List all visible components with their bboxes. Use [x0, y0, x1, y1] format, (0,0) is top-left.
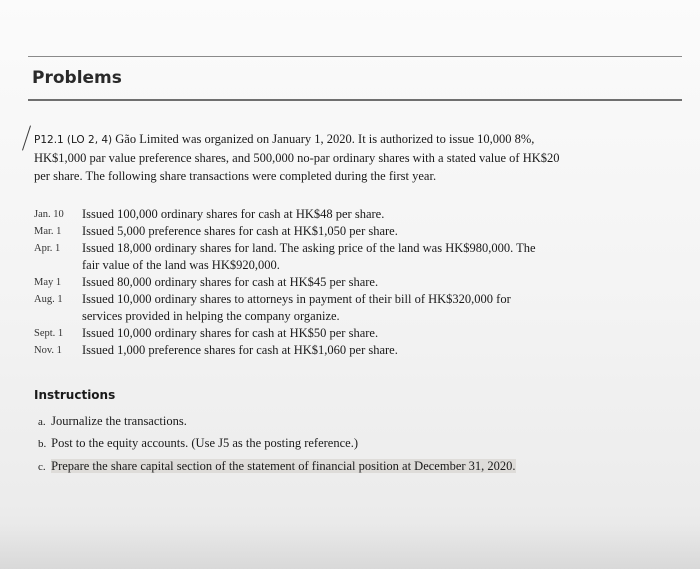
transaction-row: [34, 274, 674, 291]
transaction-row: [34, 342, 674, 359]
problem-text-3: per share. The following share transactions were completed during the first year.: [34, 169, 437, 183]
problem-statement: [34, 130, 674, 185]
transaction-description: [82, 342, 674, 359]
top-rule: [28, 56, 682, 57]
transaction-line: fair value of the land was HK$920,000.: [82, 258, 280, 272]
transaction-description: [82, 206, 674, 223]
transaction-row: [34, 206, 674, 223]
problem-text-2: HK$1,000 par value preference shares, and 500,000 no-par ordinary shares with a stated value of HK$20: [34, 151, 560, 165]
transaction-line: services provided in helping the company organize.: [82, 309, 340, 323]
transaction-row: [34, 291, 674, 325]
photo-shadow: [0, 523, 700, 569]
transaction-row: [34, 325, 674, 342]
instruction-item: [38, 459, 678, 474]
instruction-letter: b.: [38, 438, 47, 450]
instruction-text: Prepare the share capital section of the statement of financial position at December 31, 2020.: [51, 459, 516, 473]
transaction-description: [82, 240, 674, 274]
transaction-row: [34, 223, 674, 240]
instructions-title: Instructions: [34, 388, 116, 402]
pen-mark: [22, 125, 31, 150]
transaction-line: Issued 10,000 ordinary shares to attorneys in payment of their bill of HK$320,000 for: [82, 292, 511, 306]
transaction-line: Issued 80,000 ordinary shares for cash at HK$45 per share.: [82, 275, 379, 289]
transaction-date: Nov. 1: [34, 345, 62, 356]
heading-rule: [28, 99, 682, 101]
transaction-description: [82, 223, 674, 240]
transaction-date: Mar. 1: [34, 226, 62, 237]
transaction-row: [34, 240, 674, 274]
instruction-item: [38, 414, 678, 429]
instruction-text: Post to the equity accounts. (Use J5 as the posting reference.): [51, 436, 358, 450]
transaction-line: Issued 18,000 ordinary shares for land. The asking price of the land was HK$980,000. The: [82, 241, 536, 255]
transaction-line: Issued 1,000 preference shares for cash at HK$1,060 per share.: [82, 343, 398, 357]
transaction-line: Issued 10,000 ordinary shares for cash at HK$50 per share.: [82, 326, 379, 340]
instruction-text: Journalize the transactions.: [51, 414, 187, 428]
transaction-description: [82, 325, 674, 342]
instruction-letter: c.: [38, 461, 46, 473]
problem-line-1: [34, 130, 674, 149]
transaction-description: [82, 274, 674, 291]
problem-id: P12.1: [34, 134, 64, 146]
transaction-date: May 1: [34, 277, 62, 288]
transaction-date: Jan. 10: [34, 209, 64, 220]
instruction-letter: a.: [38, 416, 46, 428]
learning-objective: (LO 2, 4): [66, 134, 113, 146]
transaction-date: Aug. 1: [34, 294, 63, 305]
transaction-date: Apr. 1: [34, 243, 61, 254]
section-title: Problems: [32, 68, 122, 88]
transaction-description: [82, 291, 674, 325]
transaction-line: Issued 100,000 ordinary shares for cash at HK$48 per share.: [82, 207, 385, 221]
transaction-line: Issued 5,000 preference shares for cash at HK$1,050 per share.: [82, 224, 398, 238]
transaction-list: [34, 206, 674, 359]
problem-text-1: Gão Limited was organized on January 1, 2020. It is authorized to issue 10,000 8%,: [115, 132, 535, 146]
transaction-date: Sept. 1: [34, 328, 64, 339]
instruction-item: [38, 436, 678, 451]
